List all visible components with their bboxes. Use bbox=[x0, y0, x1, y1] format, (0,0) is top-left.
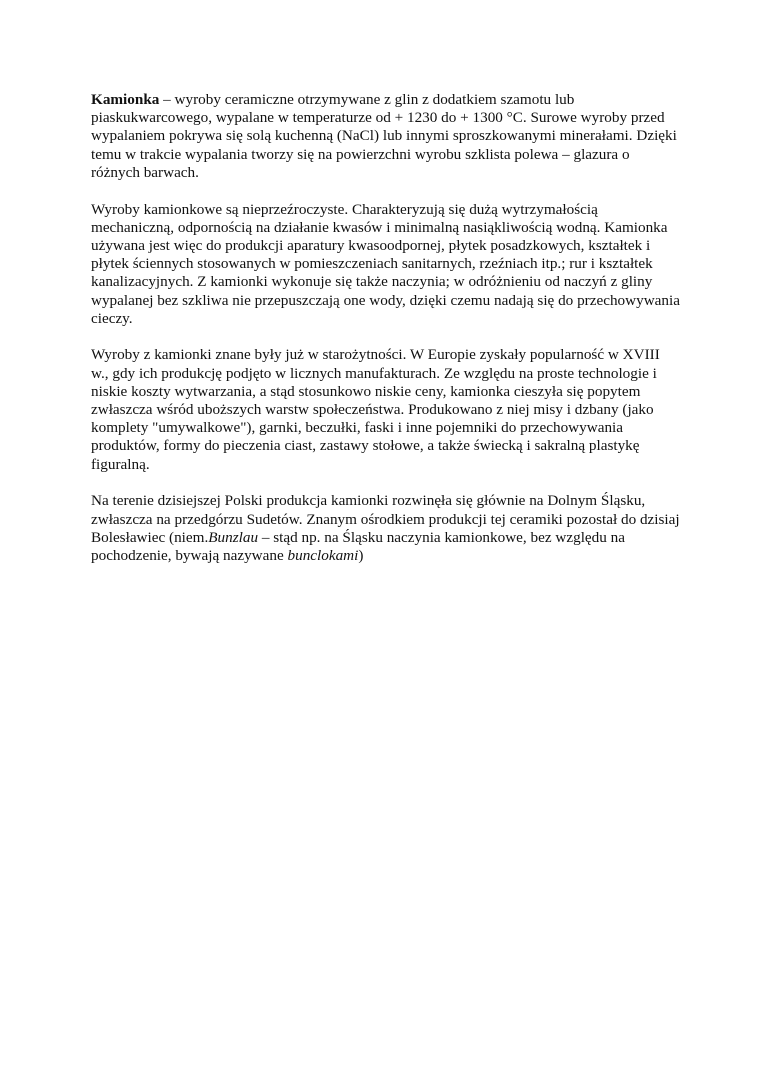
term-bunzlau: Bunzlau bbox=[208, 528, 259, 546]
poland-text-middle: – stąd np. na Śląsku naczynia kamionkowe, bez względu na pochodzenie, bywają nazywane bbox=[91, 528, 625, 564]
term-kamionka: Kamionka bbox=[91, 91, 160, 108]
paragraph-properties bbox=[91, 201, 681, 328]
poland-text-before: Na terenie dzisiejszej Polski produkcja kamionki rozwinęła się głównie na Dolnym Śląsku, zwłaszcza na przedgórzu Sudetów. Znanym ośrodkiem produkcji tej ceramiki pozostał do dzisiaj Bolesławiec (niem. bbox=[91, 492, 680, 546]
term-bunclokami: bunclokami bbox=[287, 546, 359, 564]
paragraph-poland bbox=[91, 492, 681, 565]
definition-text: – wyroby ceramiczne otrzymywane z glin z dodatkiem szamotu lub piaskukwarcowego, wypalane w temperaturze od + 1230 do + 1300 °C. Surowe wyroby przed wypalaniem pokrywa się solą kuchenną (NaCl) lub innymi sproszkowanymi minerałami. Dzięki temu w trakcie wypalania tworzy się na powierzchni wyrobu szklista polewa – glazura o różnych barwach. bbox=[91, 91, 677, 181]
paragraph-history bbox=[91, 346, 681, 473]
properties-text: Wyroby kamionkowe są nieprzeźroczyste. Charakteryzują się dużą wytrzymałością mechaniczną, odpornością na działanie kwasów i minimalną nasiąkliwością wodną. Kamionka używana jest więc do produkcji aparatury kwasoodpornej, płytek posadzkowych, kształtek i płytek ściennych stosowanych w pomieszczeniach sanitarnych, rzeźniach itp.; rur i kształtek kanalizacyjnych. Z kamionki wykonuje się także naczynia; w odróżnieniu od naczyń z gliny wypalanej bez szkliwa nie przepuszczają one wody, dzięki czemu nadają się do przechowywania cieczy. bbox=[91, 200, 680, 327]
document-body bbox=[91, 91, 681, 584]
poland-text-after: ) bbox=[358, 546, 364, 564]
paragraph-definition bbox=[91, 91, 681, 182]
history-text: Wyroby z kamionki znane były już w starożytności. W Europie zyskały popularność w XVIII w., gdy ich produkcję podjęto w licznych manufakturach. Ze względu na proste technologie i niskie koszty wytwarzania, a stąd stosunkowo niskie ceny, kamionka cieszyła się popytem zwłaszcza wśród uboższych warstw społeczeństwa. Produkowano z niej misy i dzbany (jako komplety "umywalkowe"), garnki, beczułki, faski i inne pojemniki do przechowywania produktów, formy do pieczenia ciast, zastawy stołowe, a także świecką i sakralną plastykę figuralną. bbox=[91, 346, 660, 473]
